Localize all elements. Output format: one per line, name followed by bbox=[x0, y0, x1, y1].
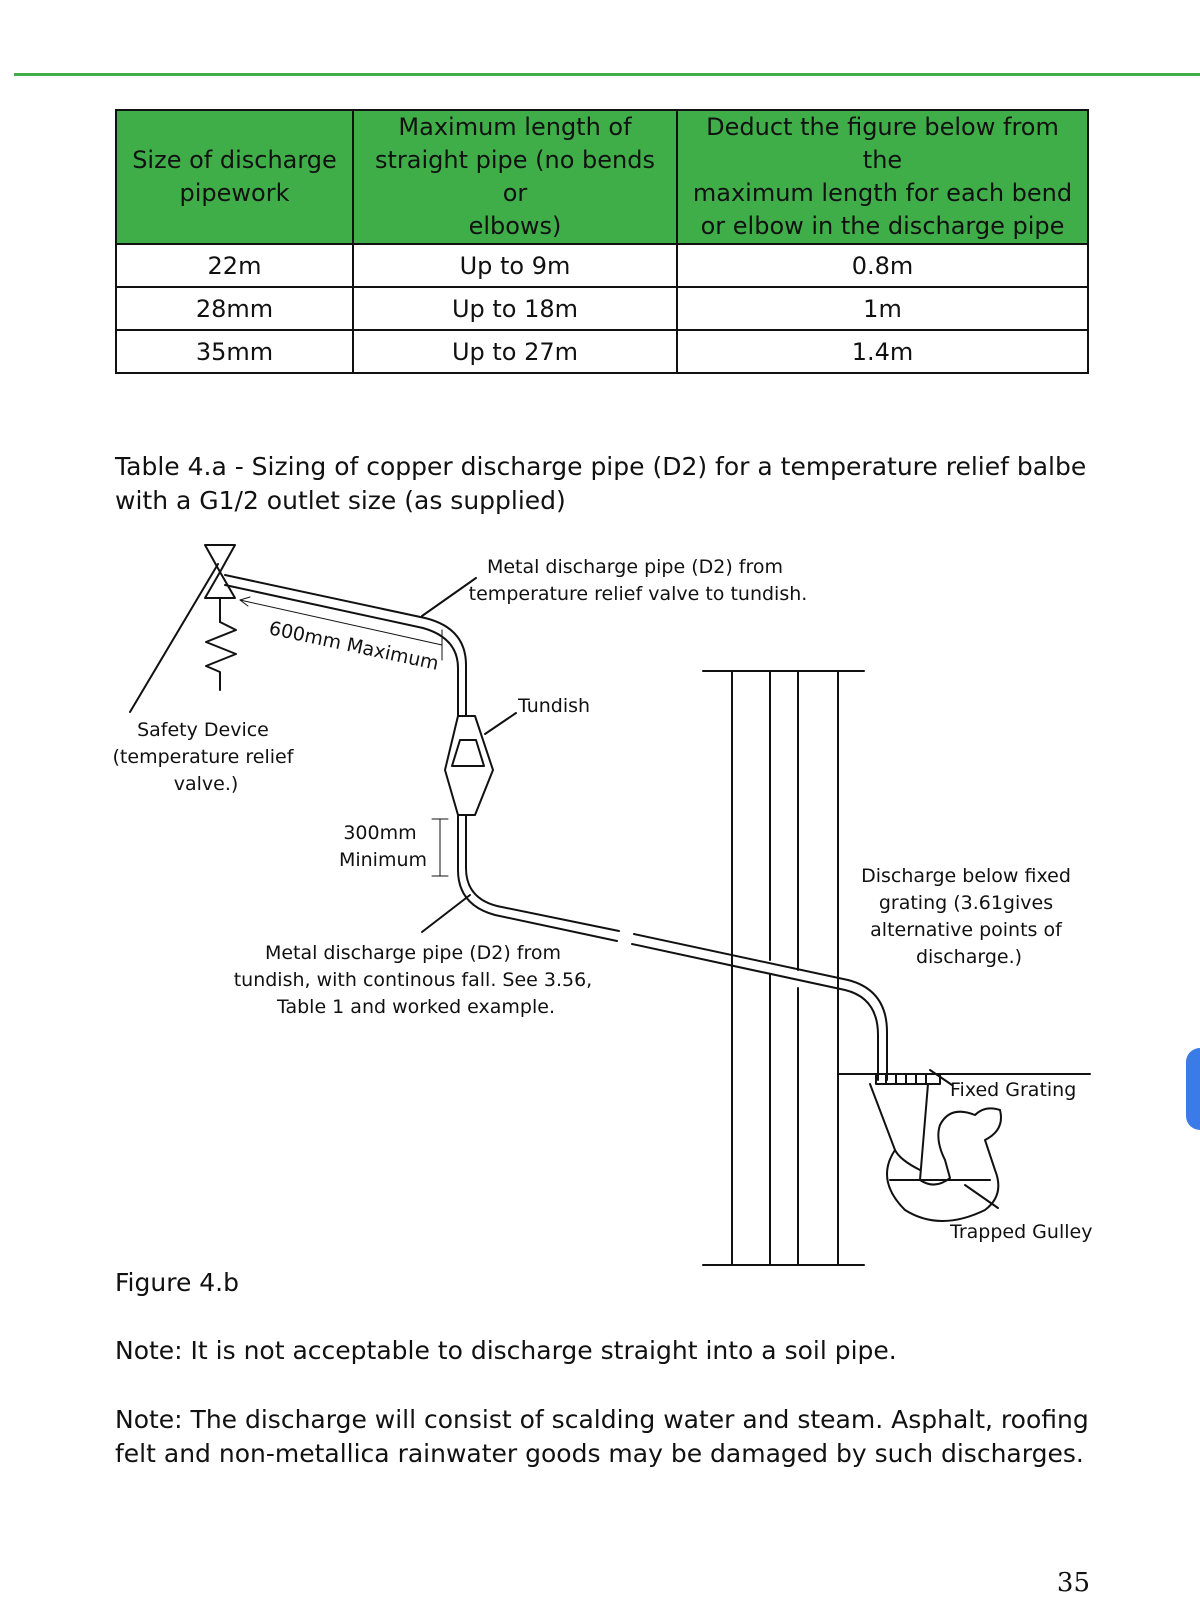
label-metal-pipe-top-2: temperature relief valve to tundish. bbox=[468, 583, 808, 605]
label-safety-device-1: Safety Device bbox=[137, 719, 269, 741]
table-row bbox=[116, 330, 1088, 373]
table-row bbox=[116, 287, 1088, 330]
header-max-line3: elbows) bbox=[468, 212, 562, 240]
label-tundish: Tundish bbox=[518, 695, 591, 717]
svg-text:300mm Minimum bbox=[339, 822, 427, 871]
table-cell: Up to 27m bbox=[353, 330, 677, 373]
leader-line bbox=[422, 895, 470, 932]
label-metal-pipe-top-1: Metal discharge pipe (D2) from bbox=[486, 556, 784, 578]
grating-icon bbox=[876, 1074, 940, 1084]
header-deduct-line1: Deduct the figure below from the bbox=[706, 113, 1059, 174]
leader-line bbox=[485, 713, 516, 734]
table-cell: 28mm bbox=[116, 287, 353, 330]
label-safety-device-2: (temperature relief bbox=[112, 746, 294, 768]
svg-text:Safety Device (temperature bbox=[113, 719, 300, 795]
soil-stack bbox=[703, 671, 864, 1265]
side-tab[interactable] bbox=[1186, 1048, 1200, 1130]
leader-line bbox=[965, 1185, 998, 1208]
note-scalding: Note: The discharge will consist of scalding water and steam. Asphalt, roofing felt and non-metallica rainwater goods may be damaged by such discharges. bbox=[115, 1405, 1089, 1468]
svg-text:Discharge below fixed grat bbox=[861, 865, 1077, 968]
header-size-line2: pipework bbox=[179, 179, 290, 207]
table-cell: Up to 9m bbox=[353, 244, 677, 287]
label-metal-pipe-bottom-1: Metal discharge pipe (D2) from bbox=[264, 942, 562, 964]
page-number: 35 bbox=[1056, 1568, 1090, 1598]
label-trapped-gulley: Trapped Gulley bbox=[950, 1221, 1093, 1243]
header-size bbox=[116, 110, 353, 244]
label-discharge-below-2: grating (3.61gives bbox=[878, 892, 1054, 914]
discharge-pipe-diagram bbox=[0, 530, 1200, 1270]
table-caption: Table 4.a - Sizing of copper discharge pipe (D2) for a temperature relief balbe with a G1/2 outlet size (as supplied) bbox=[115, 452, 1087, 515]
label-discharge-below-3: alternative points of bbox=[870, 919, 1062, 941]
header-max-line2: straight pipe (no bends or bbox=[374, 146, 655, 207]
label-300mm: 300mm bbox=[343, 822, 417, 844]
label-metal-pipe-bottom-3: Table 1 and worked example. bbox=[277, 996, 555, 1018]
header-deduct-line3: or elbow in the discharge pipe bbox=[700, 212, 1065, 240]
label-metal-pipe-bottom-2: tundish, with continous fall. See 3.56, bbox=[233, 969, 593, 991]
discharge-sizing-table bbox=[115, 109, 1089, 374]
label-discharge-below-4: discharge.) bbox=[915, 946, 1023, 968]
table-cell: 35mm bbox=[116, 330, 353, 373]
label-safety-device-3: valve.) bbox=[173, 773, 239, 795]
tundish-icon bbox=[445, 716, 493, 815]
figure-label: Figure 4.b bbox=[115, 1268, 239, 1297]
table-cell: 1.4m bbox=[677, 330, 1088, 373]
gulley-trap-icon bbox=[870, 1084, 1001, 1221]
table-cell: Up to 18m bbox=[353, 287, 677, 330]
header-size-line1: Size of discharge bbox=[132, 146, 337, 174]
header-deduct bbox=[677, 110, 1088, 244]
label-600-maximum: 600mm Maximum bbox=[266, 617, 441, 675]
valve-icon bbox=[205, 545, 236, 690]
header-max-line1: Maximum length of bbox=[398, 113, 632, 141]
label-fixed-grating: Fixed Grating bbox=[950, 1079, 1077, 1101]
label-minimum: Minimum bbox=[338, 849, 428, 871]
header-divider bbox=[14, 73, 1200, 76]
label-discharge-below-1: Discharge below fixed bbox=[861, 865, 1071, 887]
header-max-length bbox=[353, 110, 677, 244]
dimension-300 bbox=[432, 819, 448, 876]
header-deduct-line2: maximum length for each bend bbox=[692, 179, 1073, 207]
svg-text:Metal discharge pipe (D2) from bbox=[234, 942, 599, 1018]
table-cell: 0.8m bbox=[677, 244, 1088, 287]
leader-line bbox=[130, 564, 218, 712]
svg-text:Metal discharge pipe (D2) from bbox=[469, 556, 808, 605]
table-cell: 22m bbox=[116, 244, 353, 287]
table-row bbox=[116, 244, 1088, 287]
note-soil-pipe: Note: It is not acceptable to discharge straight into a soil pipe. bbox=[115, 1336, 897, 1365]
table-cell: 1m bbox=[677, 287, 1088, 330]
table-header-row bbox=[116, 110, 1088, 244]
